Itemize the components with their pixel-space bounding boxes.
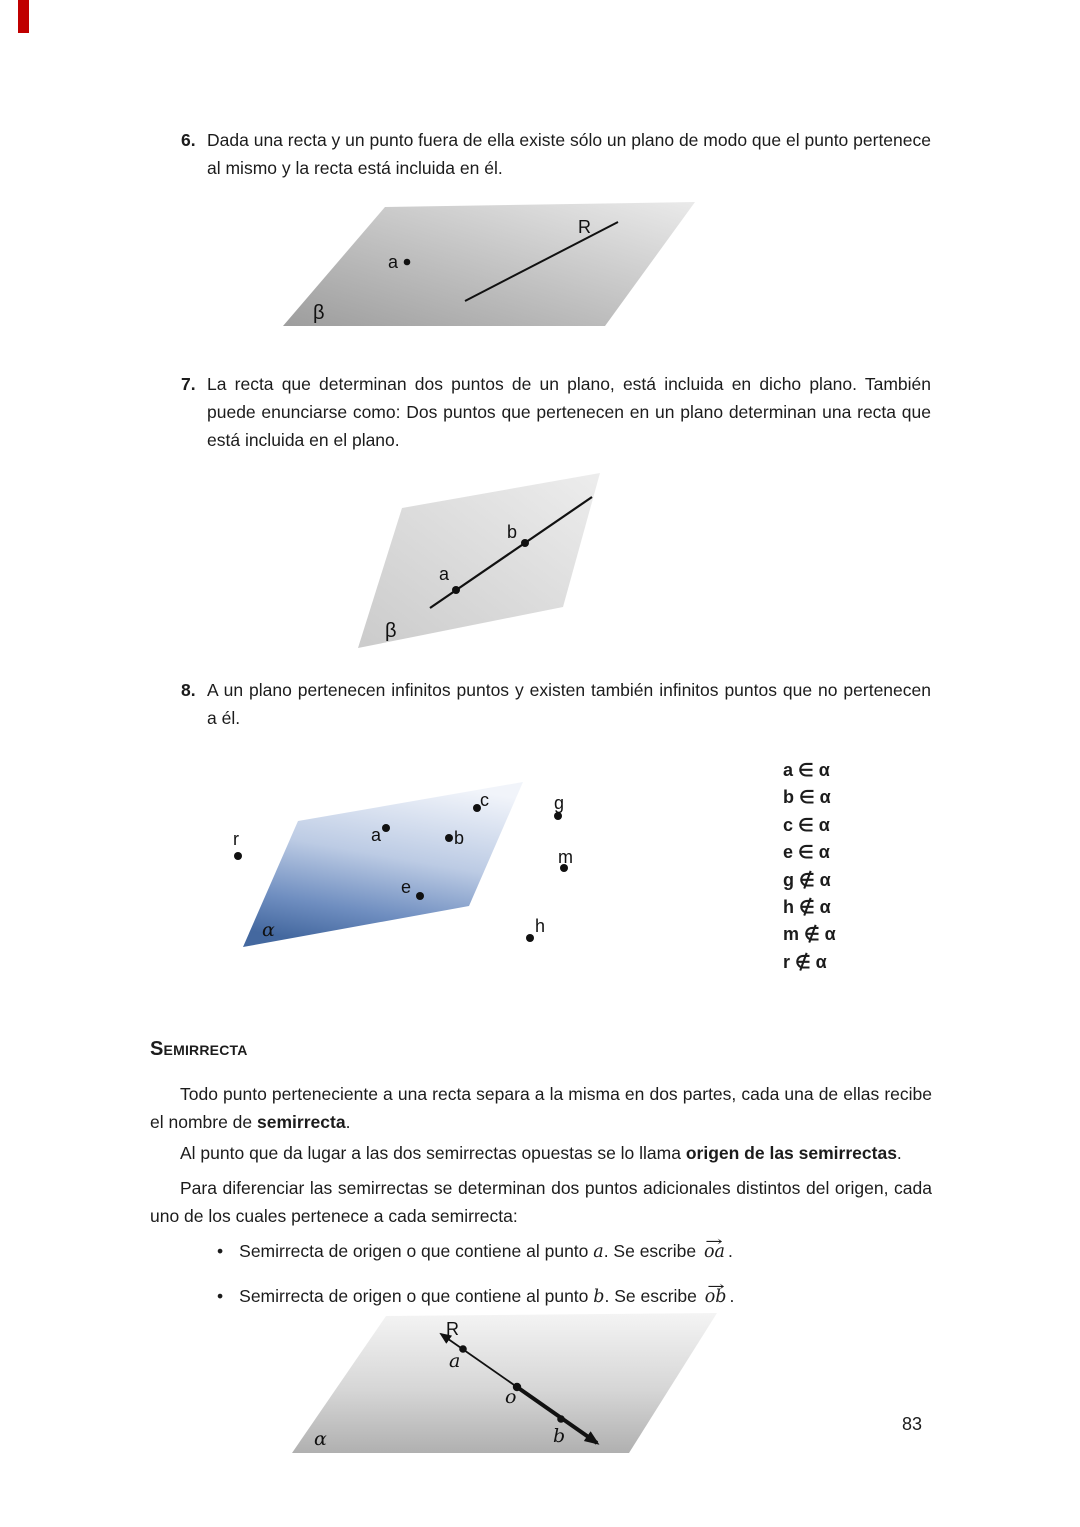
point-b-dot	[521, 539, 529, 547]
point-r-dot	[234, 852, 242, 860]
point-g-dot	[554, 812, 562, 820]
section-heading-semirrecta: Semirrecta	[150, 1038, 248, 1060]
bullet-text-post: .	[729, 1286, 735, 1306]
red-corner-mark	[18, 0, 29, 33]
item-text: Dada una recta y un punto fuera de ella existe sólo un plano de modo que el punto pertenece al mismo y la recta está incluida en él.	[207, 130, 931, 178]
line-label-R: R	[446, 1319, 459, 1339]
membership-row: a ∈ α	[783, 760, 830, 780]
plane-shape	[283, 202, 695, 326]
membership-row: h ∉ α	[783, 897, 831, 918]
membership-row: g ∉ α	[783, 869, 831, 890]
diagram-plane-alpha-points	[225, 754, 590, 959]
membership-row: r ∉ α	[783, 951, 827, 972]
membership-row: b ∈ α	[783, 787, 831, 808]
numbered-item-6	[181, 126, 931, 182]
membership-row: c ∈ α	[783, 814, 830, 835]
bullet-item-oa	[217, 1237, 933, 1266]
item-text: A un plano pertenecen infinitos puntos y existen también infinitos puntos que no pertenecen a él.	[207, 680, 931, 728]
bullet-text	[239, 1282, 734, 1311]
vector-ob: → ob	[705, 1283, 727, 1311]
point-label-b: b	[454, 828, 465, 848]
point-a-dot	[404, 259, 411, 266]
paragraph-diferenciar: Para diferenciar las semirrectas se determinan dos puntos adicionales distintos del origen, cada uno de los cuales pertenece a cada semirrecta:	[150, 1178, 932, 1226]
membership-list	[783, 757, 836, 976]
paragraph-semirrecta-def	[150, 1080, 932, 1136]
point-label-o: o	[505, 1386, 517, 1408]
paragraph-text: Al punto que da lugar a las dos semirrectas opuestas se lo llama	[180, 1143, 686, 1163]
plane-label-beta: β	[385, 620, 397, 642]
paragraph-text: Todo punto perteneciente a una recta separa a la misma en dos partes, cada una de ellas recibe el nombre de	[150, 1084, 932, 1132]
item-number: 8.	[181, 680, 196, 700]
diagram-plane-alpha-semirrectas	[283, 1308, 728, 1463]
bullet-icon: •	[217, 1241, 224, 1261]
bold-term-semirrecta: semirrecta	[257, 1112, 346, 1132]
point-e-dot	[416, 892, 424, 900]
point-a-dot	[452, 586, 460, 594]
point-label-m: m	[558, 847, 573, 867]
diagram-plane-beta-with-line-R	[278, 194, 718, 344]
bullet-icon: •	[217, 1286, 224, 1306]
point-b-dot	[445, 834, 453, 842]
membership-row: m ∉ α	[783, 924, 836, 945]
point-b-dot	[557, 1415, 565, 1423]
bullet-text-mid: . Se escribe	[603, 1241, 701, 1261]
math-var-a: a	[593, 1242, 604, 1262]
bullet-text-post: .	[727, 1241, 733, 1261]
point-label-a: a	[439, 564, 450, 584]
math-var-b: b	[593, 1287, 605, 1307]
plane-label-beta: β	[313, 302, 325, 324]
point-label-h: h	[535, 916, 546, 936]
bold-term-origen: origen de las semirrectas	[685, 1143, 897, 1163]
plane-shape	[292, 1313, 717, 1453]
point-label-a: a	[388, 252, 399, 272]
point-label-c: c	[480, 790, 489, 810]
point-label-g: g	[554, 793, 565, 813]
vector-oa: → oa	[704, 1238, 725, 1266]
line-label-R: R	[578, 217, 591, 237]
paragraph-text: .	[345, 1112, 351, 1132]
point-a-dot	[459, 1345, 467, 1353]
numbered-item-8	[181, 676, 931, 732]
bullet-text-pre: Semirrecta de origen o que contiene al punto	[239, 1241, 594, 1261]
numbered-item-7	[181, 370, 931, 454]
bullet-text	[239, 1237, 733, 1266]
plane-label-alpha: α	[314, 1428, 327, 1450]
point-label-a: a	[371, 825, 382, 845]
item-text: La recta que determinan dos puntos de un plano, está incluida en dicho plano. También puede enunciarse como: Dos puntos que pertenecen en un plano determinan una recta que está incluida en el plano.	[207, 374, 931, 450]
membership-row: e ∈ α	[783, 842, 830, 863]
item-number: 7.	[181, 374, 196, 394]
page-number: 83	[902, 1414, 923, 1434]
plane-label-alpha: α	[262, 919, 275, 941]
paragraph-origen	[150, 1139, 932, 1167]
bullet-item-ob	[217, 1282, 933, 1311]
point-label-r: r	[233, 829, 239, 849]
item-number: 6.	[181, 130, 196, 150]
point-a-dot	[382, 824, 390, 832]
bullet-text-mid: . Se escribe	[604, 1286, 702, 1306]
point-label-b: b	[507, 522, 518, 542]
point-label-b: b	[553, 1425, 566, 1447]
point-label-e: e	[401, 877, 412, 897]
paragraph-text: .	[896, 1143, 902, 1163]
point-label-a: a	[449, 1350, 461, 1372]
bullet-text-pre: Semirrecta de origen o que contiene al punto	[239, 1286, 594, 1306]
point-h-dot	[526, 934, 534, 942]
diagram-plane-beta-with-points-ab	[340, 460, 630, 660]
